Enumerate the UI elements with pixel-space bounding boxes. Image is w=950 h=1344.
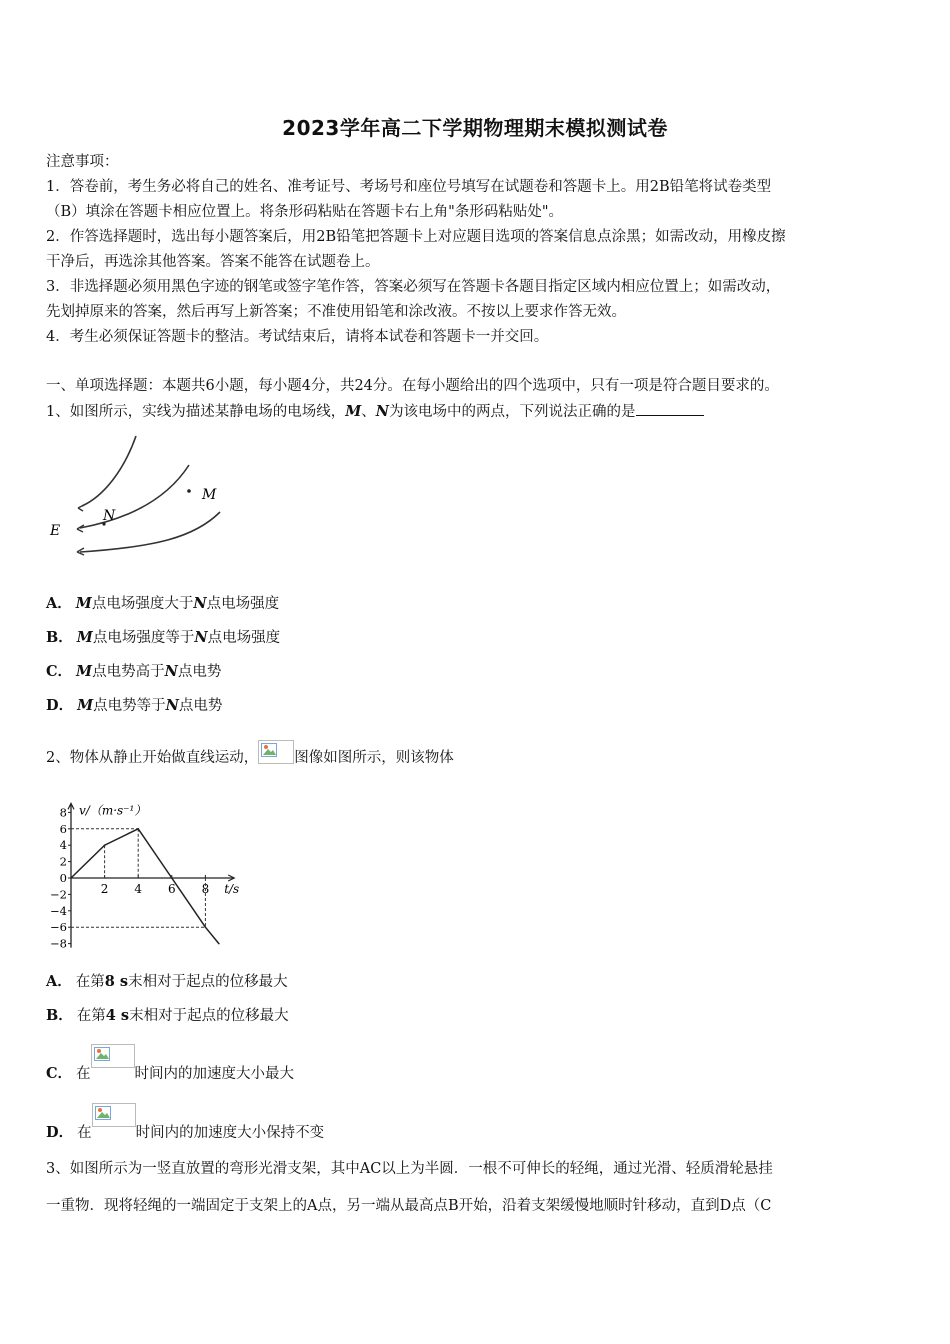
y-tick-label: −2	[50, 887, 67, 902]
option-text: 在第	[76, 1008, 106, 1024]
y-tick-label: −8	[50, 936, 67, 951]
option-symbol: M	[76, 629, 93, 646]
option-text: 点电势	[177, 664, 222, 680]
velocity-time-chart	[44, 782, 254, 957]
x-axis-label: t/s	[224, 882, 240, 896]
data-point	[205, 926, 207, 928]
option-text: 在	[77, 1125, 92, 1141]
label-e: E	[50, 523, 61, 539]
y-tick-label: 8	[59, 805, 67, 820]
section-heading: 一、单项选择题：本题共6小题，每小题4分，共24分。在每小题给出的四个选项中，只有一项是符合题目要求的。	[46, 378, 779, 394]
y-tick-label: 2	[59, 854, 67, 869]
option-text: 末相对于起点的位移最大	[128, 974, 288, 990]
broken-image-icon	[258, 740, 294, 764]
option-symbol: M	[75, 595, 92, 612]
option-text: 点电场强度大于	[91, 596, 194, 612]
y-tick-label: −4	[50, 903, 67, 918]
question-3-line: 一重物．现将轻绳的一端固定于支架上的A点，另一端从最高点B开始，沿着支架缓慢地顺时针移动，直到D点（C	[46, 1198, 772, 1214]
notice-line: 干净后，再选涂其他答案。答案不能答在试题卷上。	[46, 254, 380, 270]
answer-blank[interactable]	[636, 401, 704, 416]
data-point	[171, 877, 173, 879]
q1-option-d[interactable]	[46, 696, 222, 716]
option-text: 末相对于起点的位移最大	[129, 1008, 289, 1024]
label-n: N	[103, 508, 116, 524]
y-axis-label: v/（m·s⁻¹）	[79, 803, 147, 818]
option-label: A．	[46, 973, 72, 990]
option-label: C．	[46, 663, 73, 680]
point-m-dot	[187, 489, 191, 493]
field-line	[80, 512, 220, 552]
q1-option-b[interactable]	[46, 628, 280, 648]
x-tick-label: 2	[100, 882, 109, 896]
option-symbol: N	[165, 697, 179, 714]
option-text: 在第	[75, 974, 105, 990]
broken-image-icon	[92, 1103, 136, 1127]
option-symbol: N	[194, 629, 208, 646]
q1-point-n: N	[375, 403, 390, 420]
option-label: B．	[46, 629, 73, 646]
notice-line: （B）填涂在答题卡相应位置上。将条形码粘贴在答题卡右上角"条形码粘贴处"。	[46, 204, 563, 220]
y-tick-label: 6	[59, 821, 67, 836]
option-text: 时间内的加速度大小最大	[134, 1066, 295, 1082]
q2-stem-text: 图像如图所示，则该物体	[294, 750, 454, 766]
question-2-stem	[46, 740, 454, 771]
q1-point-m: M	[345, 403, 362, 420]
y-tick-label: −6	[50, 920, 67, 935]
q2-option-c[interactable]	[46, 1044, 294, 1093]
notice-line: 先划掉原来的答案，然后再写上新答案；不准使用铅笔和涂改液。不按以上要求作答无效。	[46, 304, 626, 320]
option-text: 时间内的加速度大小保持不变	[135, 1125, 325, 1141]
option-text: 点电场强度	[206, 596, 280, 612]
q1-option-c[interactable]	[46, 662, 221, 682]
broken-image-icon	[91, 1044, 135, 1068]
notice-line: 3．非选择题必须用黑色字迹的钢笔或签字笔作答，答案必须写在答题卡各题目指定区域内相应位置上；如需改动，	[46, 279, 781, 295]
q1-stem-text: 1、如图所示，实线为描述某静电场的电场线，	[46, 404, 346, 420]
notice-line: 2．作答选择题时，选出每小题答案后，用2B铅笔把答题卡上对应题目选项的答案信息点涂黑；如需改动，用橡皮擦	[46, 229, 786, 245]
data-point	[104, 844, 106, 846]
x-tick-label: 4	[134, 882, 143, 896]
question-1-stem	[46, 401, 704, 422]
data-point	[70, 877, 72, 879]
notice-heading: 注意事项：	[46, 154, 119, 170]
x-tick-label: 8	[201, 882, 210, 896]
q2-option-a[interactable]	[46, 972, 288, 992]
option-label: B．	[46, 1007, 73, 1024]
option-label: C．	[46, 1065, 73, 1082]
option-symbol: N	[164, 663, 178, 680]
option-label: A．	[46, 595, 72, 612]
q2-option-b[interactable]	[46, 1006, 289, 1026]
q1-stem-text: 为该电场中的两点，下列说法正确的是	[389, 404, 636, 420]
option-text: 点电场强度等于	[92, 630, 195, 646]
option-text: 点电势	[178, 698, 223, 714]
notice-line: 1．答卷前，考生务必将自己的姓名、准考证号、考场号和座位号填写在试题卷和答题卡上。用2B铅笔将试卷类型	[46, 179, 772, 195]
y-tick-label: 0	[59, 871, 67, 885]
option-text: 在	[76, 1066, 91, 1082]
velocity-series-line	[71, 829, 219, 944]
q1-separator: 、	[361, 404, 376, 420]
option-label: D．	[46, 697, 74, 714]
data-point	[218, 943, 220, 945]
option-symbol: M	[76, 663, 93, 680]
option-symbol: M	[77, 697, 94, 714]
electric-field-figure	[44, 430, 234, 560]
label-m: M	[202, 487, 217, 503]
q2-option-d[interactable]	[46, 1103, 324, 1152]
y-tick-label: 4	[59, 838, 67, 853]
field-line	[82, 436, 136, 506]
q1-option-a[interactable]	[46, 594, 279, 614]
option-text: 点电势等于	[93, 698, 166, 714]
page-title: 2023学年高二下学期物理期末模拟测试卷	[282, 116, 668, 140]
option-text: 点电势高于	[92, 664, 165, 680]
option-number: 4 s	[105, 1007, 130, 1024]
x-tick-label: 6	[167, 882, 176, 896]
option-label: D．	[46, 1124, 74, 1141]
option-number: 8 s	[104, 973, 129, 990]
q2-stem-text: 2、物体从静止开始做直线运动，	[46, 750, 259, 766]
option-symbol: N	[193, 595, 207, 612]
question-3-line: 3、如图所示为一竖直放置的弯形光滑支架，其中AC以上为半圆．一根不可伸长的轻绳，通过光滑、轻质滑轮悬挂	[46, 1161, 773, 1177]
data-point	[137, 828, 139, 830]
option-text: 点电场强度	[207, 630, 281, 646]
notice-line: 4．考生必须保证答题卡的整洁。考试结束后，请将本试卷和答题卡一并交回。	[46, 329, 549, 345]
